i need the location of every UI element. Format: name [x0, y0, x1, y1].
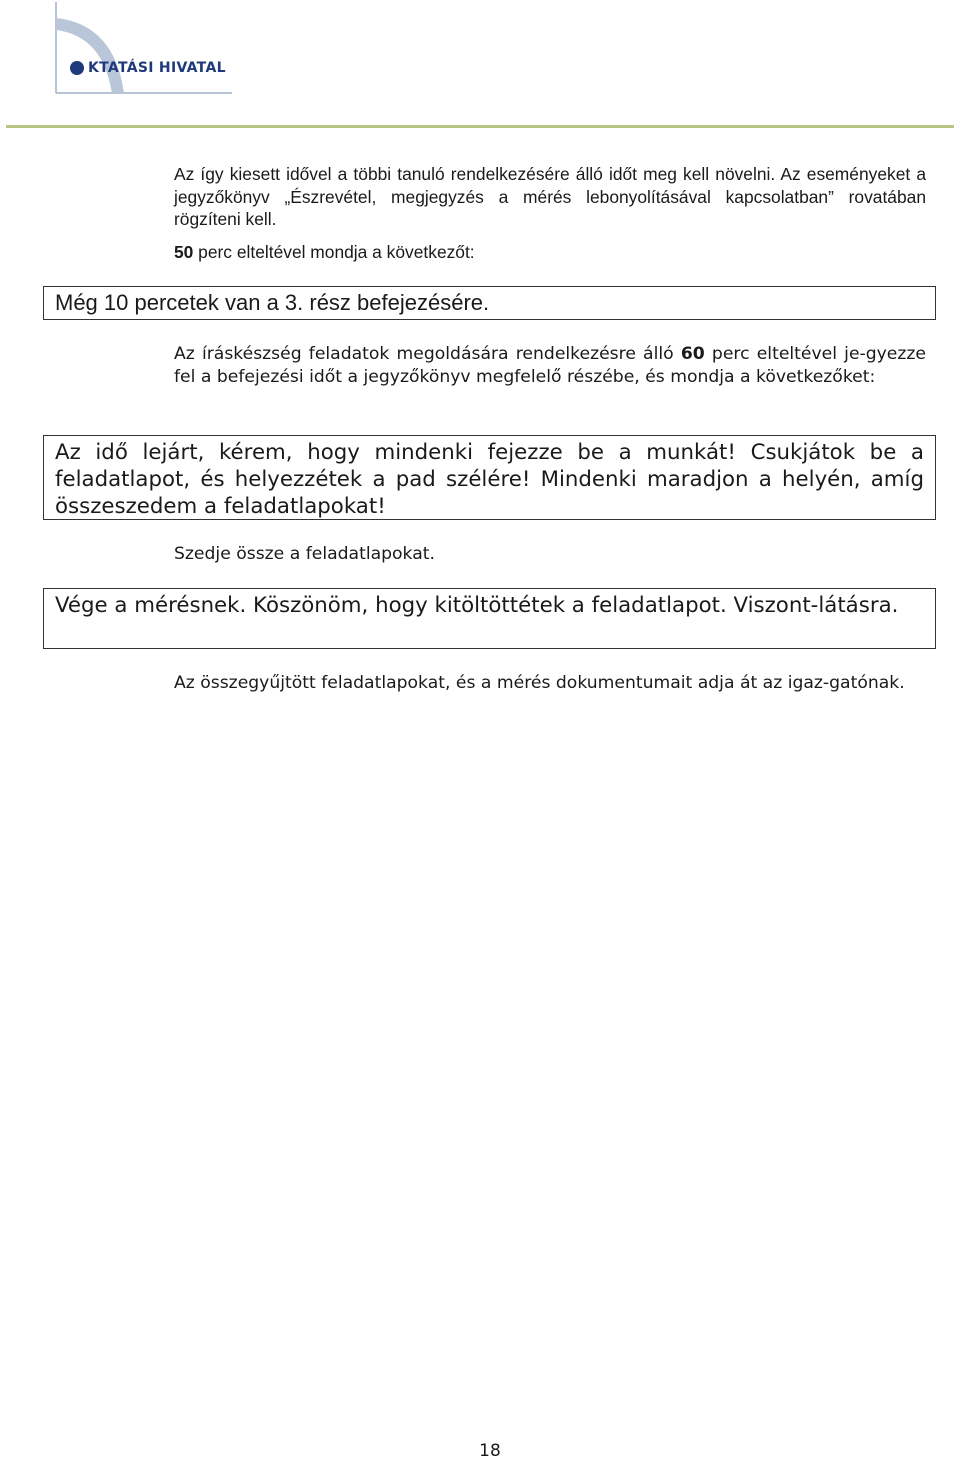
spoken-text-box-3: Vége a mérésnek. Köszönöm, hogy kitöltöttétek a feladatlapot. Viszont-látásra.	[43, 588, 936, 649]
logo-text: KTATÁSI HIVATAL	[88, 60, 226, 76]
header-rule	[6, 125, 954, 128]
spoken-text-box-1: Még 10 percetek van a 3. rész befejezésére.	[43, 286, 936, 320]
instruction-paragraph-2	[174, 241, 926, 264]
instruction-text: Az íráskészség feladatok megoldására rendelkezésre álló	[174, 344, 681, 364]
instruction-paragraph-1: Az így kiesett idővel a többi tanuló rendelkezésére álló időt meg kell növelni. Az eseményeket a jegyzőkönyv „Észrevétel, megjegyzés a mérés lebonyolításával kapcsolatban” rovatában rögzíteni kell.	[174, 164, 926, 229]
minutes-value: 50	[174, 242, 194, 262]
oktatasi-hivatal-logo	[0, 0, 240, 100]
instruction-text: perc elteltével mondja a következőt:	[193, 242, 475, 262]
logo-arc-icon	[0, 0, 240, 100]
spoken-text-box-2: Az idő lejárt, kérem, hogy mindenki fejezze be a munkát! Csukjátok be a feladatlapot, és helyezzétek a pad szélére! Mindenki maradjon a helyén, amíg összeszedem a feladatlapokat!	[43, 435, 936, 520]
instruction-paragraph-3	[174, 343, 926, 388]
minutes-value: 60	[680, 344, 705, 364]
instruction-paragraph-4: Szedje össze a feladatlapokat.	[174, 544, 435, 564]
instruction-text: perc elteltével je-gyezze fel a befejezési időt a jegyzőkönyv megfelelő részébe, és mondja a következőket:	[174, 344, 926, 387]
page-number: 18	[479, 1441, 501, 1461]
instruction-paragraph-5: Az összegyűjtött feladatlapokat, és a mérés dokumentumait adja át az igaz-gatónak.	[174, 673, 905, 693]
